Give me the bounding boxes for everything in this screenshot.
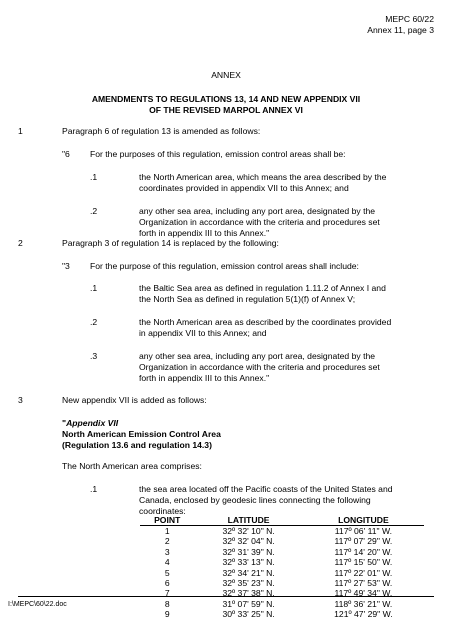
text-line: coordinates provided in appendix VII to this Annex; and <box>139 183 349 193</box>
table-row <box>140 578 424 588</box>
section-3-text: New appendix VII is added as follows: <box>62 395 207 405</box>
section-1-text: Paragraph 6 of regulation 13 is amended as follows: <box>62 126 261 136</box>
point-cell: 3 <box>164 546 170 557</box>
footer-file-path: I:\MEPC\60\22.doc <box>8 601 67 608</box>
point-cell: 5 <box>164 567 170 578</box>
longitude-cell: 117º 06' 11" W. <box>334 526 392 536</box>
table-row <box>140 536 424 546</box>
section-3-number: 3 <box>18 395 23 405</box>
text-line: the Baltic Sea area as defined in regulation 1.11.2 of Annex I and <box>139 283 386 293</box>
text-line: the North Sea as defined in regulation 5(1)(f) of Annex V; <box>139 294 356 304</box>
page-reference: Annex 11, page 3 <box>367 25 434 35</box>
text-line: coordinates: <box>139 506 186 516</box>
point-cell: 9 <box>164 609 170 620</box>
title-line-2: OF THE REVISED MARPOL ANNEX VI <box>149 105 303 115</box>
section-2-item-2-number: .2 <box>90 317 98 327</box>
latitude-cell: 32º 33' 13" N. <box>222 557 275 568</box>
text-line: the sea area located off the Pacific coasts of the United States and <box>139 484 393 494</box>
section-2-text: Paragraph 3 of regulation 14 is replaced by the following: <box>62 238 279 248</box>
section-2-quote-text: For the purpose of this regulation, emission control areas shall include: <box>90 261 359 271</box>
latitude-cell: 32º 34' 21" N. <box>222 567 275 578</box>
annex-label: ANNEX <box>211 70 241 80</box>
longitude-cell: 118º 36' 21" W. <box>334 598 393 609</box>
latitude-cell: 32º 32' 10" N. <box>222 526 275 536</box>
section-1-item-1-text <box>139 172 426 194</box>
text-line: Organization in accordance with the criteria and procedures set <box>139 217 380 227</box>
section-1-quote-number: "6 <box>62 149 70 159</box>
longitude-cell: 117º 27' 53" W. <box>334 578 393 589</box>
latitude-cell: 32º 37' 38" N. <box>222 588 275 599</box>
point-cell: 6 <box>164 578 170 589</box>
section-2-item-3-text <box>139 351 426 384</box>
column-header-latitude: LATITUDE <box>194 515 302 526</box>
appendix-title-line <box>62 418 221 429</box>
text-line: Canada, enclosed by geodesic lines connecting the following <box>139 495 371 505</box>
section-1-item-2-text <box>139 206 426 239</box>
section-1-quote-text: For the purposes of this regulation, emission control areas shall be: <box>90 149 346 159</box>
longitude-cell: 117º 15' 50" W. <box>334 557 393 568</box>
latitude-cell: 32º 31' 39" N. <box>222 546 275 557</box>
text-line: forth in appendix III to this Annex." <box>139 373 270 383</box>
area-item-1-number: .1 <box>90 484 98 494</box>
section-2-item-1-number: .1 <box>90 283 98 293</box>
appendix-subtitle-1: North American Emission Control Area <box>62 429 221 439</box>
text-line: the North American area, which means the area described by the <box>139 172 387 182</box>
section-2-item-1-text <box>139 283 426 305</box>
latitude-cell: 31º 07' 59" N. <box>222 598 275 609</box>
coordinates-table <box>140 515 424 620</box>
table-row <box>140 599 424 609</box>
document-title <box>0 94 452 116</box>
section-1-number: 1 <box>18 126 23 136</box>
latitude-cell: 32º 32' 04" N. <box>222 536 275 547</box>
table-header-row <box>140 515 424 526</box>
area-item-1-text <box>139 484 426 517</box>
table-row <box>140 568 424 578</box>
table-row <box>140 557 424 567</box>
appendix-heading <box>62 418 221 451</box>
latitude-cell: 30º 33' 25" N. <box>222 609 275 620</box>
document-reference: MEPC 60/22 <box>385 14 434 24</box>
longitude-cell: 117º 49' 34" W. <box>334 588 393 599</box>
point-cell: 8 <box>164 598 170 609</box>
table-row <box>140 547 424 557</box>
text-line: any other sea area, including any port area, designated by the <box>139 206 376 216</box>
latitude-cell: 32º 35' 23" N. <box>222 578 275 589</box>
table-row <box>140 609 424 619</box>
longitude-cell: 117º 07' 29" W. <box>334 536 393 547</box>
longitude-cell: 117º 14' 20" W. <box>334 546 393 557</box>
point-cell: 1 <box>164 526 170 536</box>
section-1-item-1-number: .1 <box>90 172 98 182</box>
section-2-item-2-text <box>139 317 426 339</box>
table-row <box>140 526 424 537</box>
opening-quote: " <box>62 418 67 428</box>
text-line: forth in appendix III to this Annex." <box>139 228 270 238</box>
column-header-longitude: LONGITUDE <box>303 515 424 526</box>
page-header <box>367 14 434 36</box>
text-line: any other sea area, including any port area, designated by the <box>139 351 376 361</box>
area-comprises-text: The North American area comprises: <box>62 461 202 471</box>
section-2-item-3-number: .3 <box>90 351 98 361</box>
appendix-subtitle-2: (Regulation 13.6 and regulation 14.3) <box>62 440 212 450</box>
text-line: in appendix VII to this Annex; and <box>139 328 267 338</box>
table-row <box>140 588 424 598</box>
point-cell: 2 <box>164 536 170 547</box>
point-cell: 7 <box>164 588 170 599</box>
title-line-1: AMENDMENTS TO REGULATIONS 13, 14 AND NEW APPENDIX VII <box>91 94 361 104</box>
text-line: Organization in accordance with the criteria and procedures set <box>139 362 380 372</box>
section-1-item-2-number: .2 <box>90 206 98 216</box>
footer-divider <box>18 596 434 597</box>
section-2-number: 2 <box>18 238 23 248</box>
text-line: the North American area as described by the coordinates provided <box>139 317 392 327</box>
section-2-quote-number: "3 <box>62 261 70 271</box>
longitude-cell: 117º 22' 01" W. <box>334 567 393 578</box>
appendix-title: Appendix VII <box>66 418 119 428</box>
longitude-cell: 121º 47' 29" W. <box>334 609 393 620</box>
column-header-point: POINT <box>140 515 194 526</box>
point-cell: 4 <box>164 557 170 568</box>
